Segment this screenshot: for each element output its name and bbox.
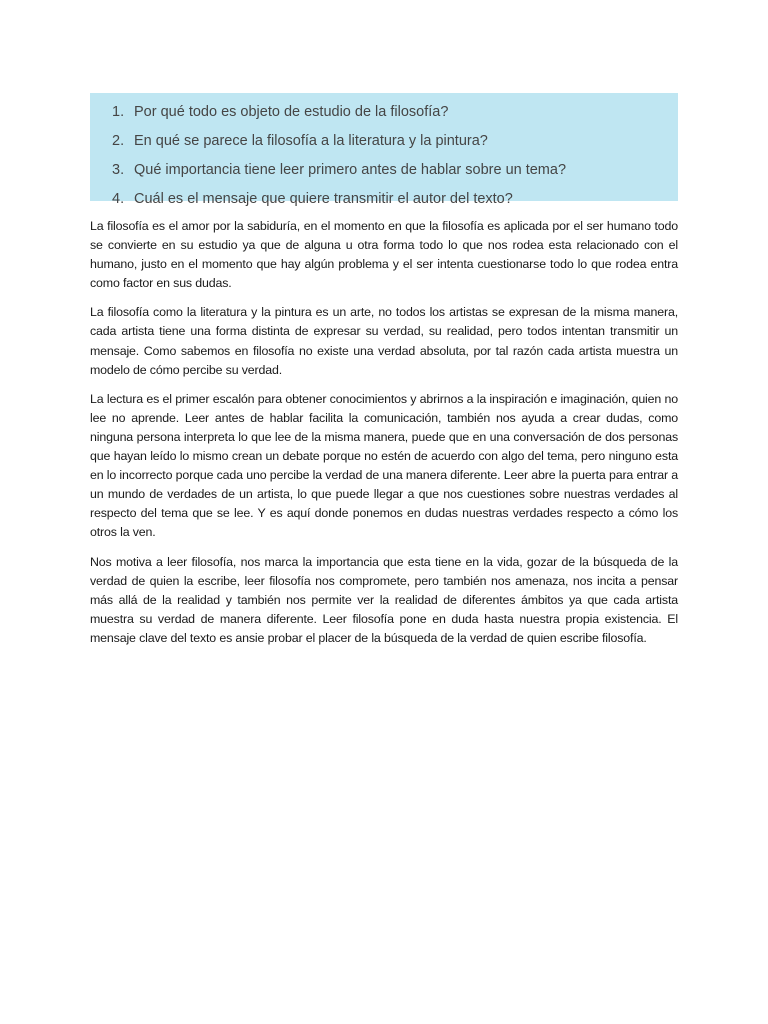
question-item — [112, 190, 566, 219]
answer-paragraph-1: La filosofía es el amor por la sabiduría, en el momento en que la filosofía es aplicada por el ser humano todo se convierte en su estudio ya que de alguna u otra forma todo lo que nos rodea esta relacionado con el humano, justo en el momento que hay algún problema y el ser intenta cuestionarse todo lo que rodea entra como factor en sus dudas. — [90, 219, 678, 291]
question-number: 1. — [112, 104, 125, 120]
question-item — [112, 103, 566, 132]
questions-box — [90, 93, 678, 207]
question-item — [112, 132, 566, 161]
answer-paragraph-2: La filosofía como la literatura y la pintura es un arte, no todos los artistas se expresan de la misma manera, cada artista tiene una forma distinta de expresar su verdad, su realidad, pero todos intentan transmitir un mensaje. Como sabemos en filosofía no existe una verdad absoluta, por tal razón cada artista muestra un modelo de cómo percibe su verdad. — [90, 305, 678, 377]
question-text: Por qué todo es objeto de estudio de la filosofía? — [134, 104, 449, 120]
answers-body — [90, 217, 678, 658]
answer-paragraph-4: Nos motiva a leer filosofía, nos marca la importancia que esta tiene en la vida, gozar de la búsqueda de la verdad de quien la escribe, leer filosofía nos compromete, pero también nos amenaza, nos incita a pensar más allá de la realidad y también nos permite ver la realidad de diferentes ámbitos ya que cada artista muestra su verdad de manera diferente. Leer filosofía pone en duda hasta nuestra propia existencia. El mensaje clave del texto es ansie probar el placer de la búsqueda de la verdad de quien escribe filosofía. — [90, 554, 678, 645]
question-item — [112, 161, 566, 190]
question-text: En qué se parece la filosofía a la literatura y la pintura? — [134, 133, 488, 149]
question-number: 2. — [112, 133, 125, 149]
question-text: Cuál es el mensaje que quiere transmitir el autor del texto? — [134, 191, 513, 207]
questions-list — [112, 103, 566, 219]
question-number: 4. — [112, 191, 125, 207]
answer-paragraph-3: La lectura es el primer escalón para obtener conocimientos y abrirnos a la inspiración e imaginación, quien no lee no aprende. Leer antes de hablar facilita la comunicación, también nos ayuda a crear dudas, como ninguna persona interpreta lo que lee de la misma manera, puede que en una conversación de dos personas que hayan leído lo mismo crean un debate porque no estén de acuerdo con algo del tema, pero ninguno esta en lo incorrecto porque cada uno percibe la verdad de una manera diferente. Leer abre la puerta para entrar a un mundo de verdades de un artista, lo que puede llegar a que nos cuestiones sobre nuestras verdades al respecto del tema que se lee. Y es aquí donde ponemos en dudas nuestras verdades respecto a cómo los otros la ven. — [90, 391, 678, 540]
question-text: Qué importancia tiene leer primero antes de hablar sobre un tema? — [134, 162, 567, 178]
question-number: 3. — [112, 162, 125, 178]
